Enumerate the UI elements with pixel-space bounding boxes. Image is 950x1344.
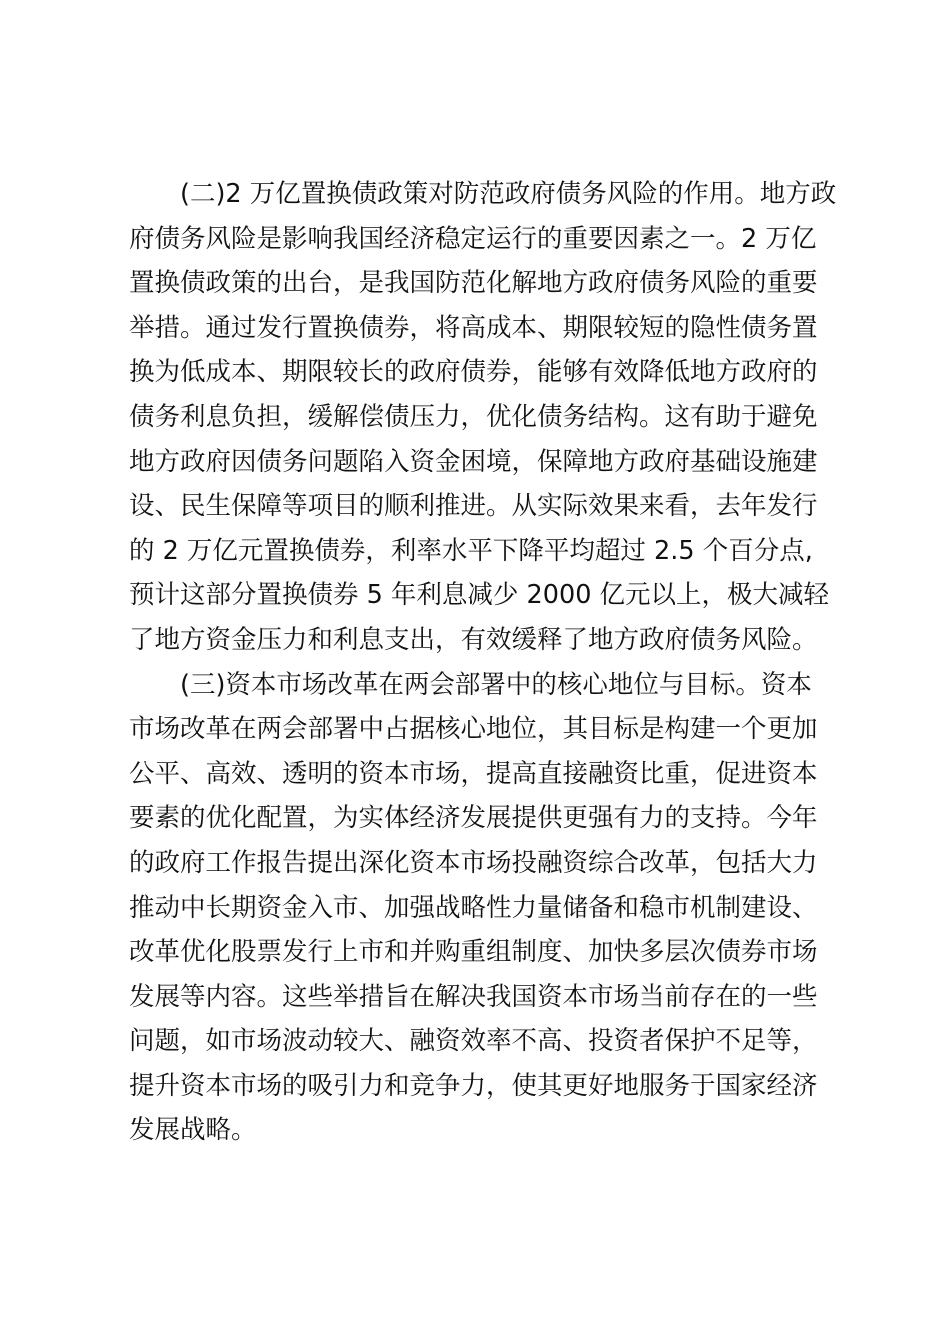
text-line: 推动中长期资金入市、加强战略性力量储备和稳市机制建设、 bbox=[129, 892, 818, 923]
text-line: 设、民生保障等项目的顺利推进。从实际效果来看，去年发行 bbox=[129, 491, 818, 522]
text-line: 发展战略。 bbox=[129, 1115, 257, 1146]
text-line: 的政府工作报告提出深化资本市场投融资综合改革，包括大力 bbox=[129, 847, 818, 878]
text-line: 换为低成本、期限较长的政府债券，能够有效降低地方政府的 bbox=[129, 357, 818, 388]
text-line: 举措。通过发行置换债券，将高成本、期限较短的隐性债务置 bbox=[129, 312, 818, 343]
text-line: 的 2 万亿元置换债券，利率水平下降平均超过 2.5 个百分点, bbox=[129, 535, 813, 566]
text-line: 提升资本市场的吸引力和竞争力，使其更好地服务于国家经济 bbox=[129, 1070, 818, 1101]
text-line: 地方政府因债务问题陷入资金困境，保障地方政府基础设施建 bbox=[129, 446, 818, 477]
paragraph-debt-replacement bbox=[129, 172, 837, 663]
text-line: 预计这部分置换债券 5 年利息减少 2000 亿元以上，极大减轻 bbox=[129, 580, 830, 611]
text-line: 府债务风险是影响我国经济稳定运行的重要因素之一。2 万亿 bbox=[129, 223, 817, 254]
text-line: 置换债政策的出台，是我国防范化解地方政府债务风险的重要 bbox=[129, 268, 818, 299]
text-line: 市场改革在两会部署中占据核心地位，其目标是构建一个更加 bbox=[129, 714, 818, 745]
paragraph-capital-market-reform bbox=[129, 663, 823, 1154]
text-line: 公平、高效、透明的资本市场，提高直接融资比重，促进资本 bbox=[129, 758, 818, 789]
text-line: (二)2 万亿置换债政策对防范政府债务风险的作用。地方政 bbox=[180, 179, 837, 209]
text-line: 了地方资金压力和利息支出，有效缓释了地方政府债务风险。 bbox=[129, 624, 818, 655]
text-line: 问题，如市场波动较大、融资效率不高、投资者保护不足等， bbox=[129, 1026, 818, 1057]
text-line: 债务利息负担，缓解偿债压力，优化债务结构。这有助于避免 bbox=[129, 401, 818, 432]
text-line: 发展等内容。这些举措旨在解决我国资本市场当前存在的一些 bbox=[129, 981, 818, 1012]
text-line: 要素的优化配置，为实体经济发展提供更强有力的支持。今年 bbox=[129, 803, 818, 834]
text-line: (三)资本市场改革在两会部署中的核心地位与目标。资本 bbox=[180, 669, 812, 700]
text-line: 改革优化股票发行上市和并购重组制度、加快多层次债券市场 bbox=[129, 937, 818, 968]
body-text bbox=[129, 172, 837, 1153]
